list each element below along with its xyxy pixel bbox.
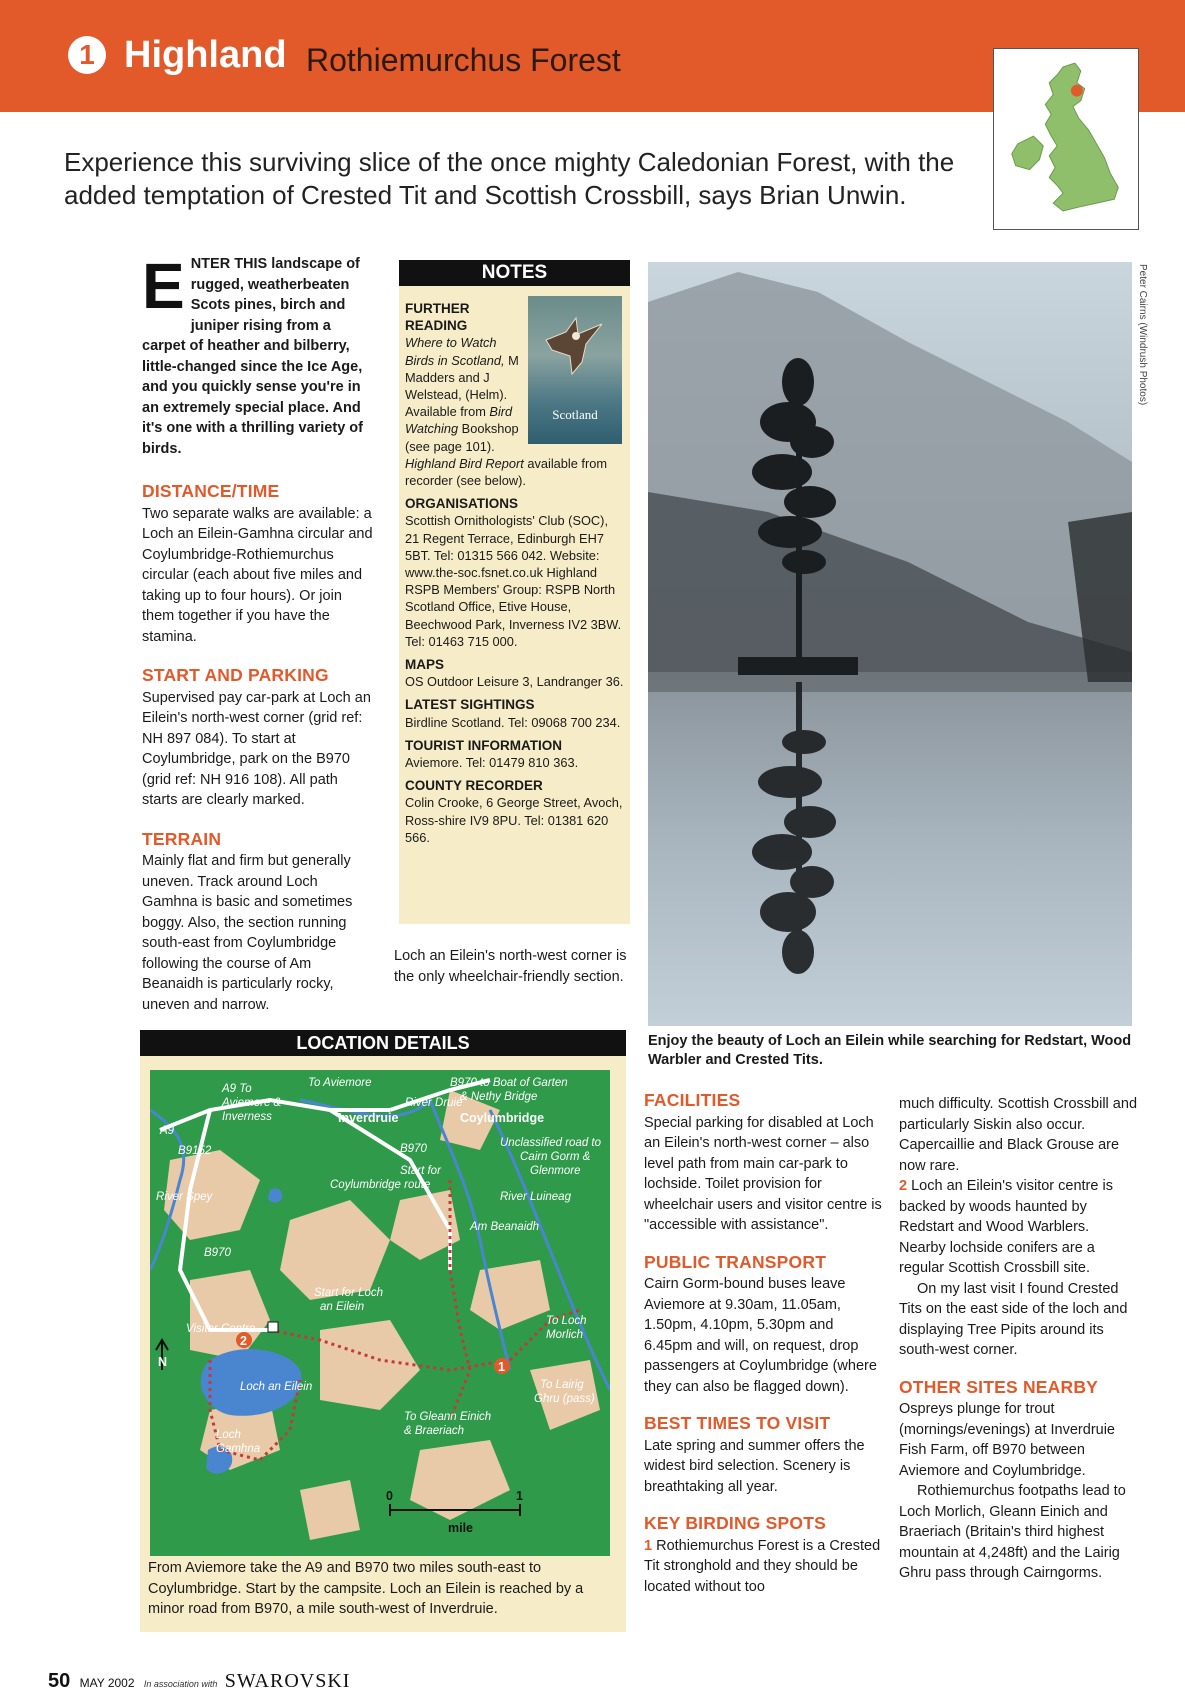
section-body: Late spring and summer offers the widest bird selection. Scenery is breathtaking all year.: [644, 1437, 865, 1495]
spot-marker: 2: [240, 1334, 247, 1348]
map-label: B970 to Boat of Garten: [450, 1077, 568, 1089]
map-label: To Gleann Einich: [404, 1411, 492, 1423]
map-label: Coylumbridge: [460, 1111, 545, 1125]
map-label: B9152: [178, 1145, 212, 1157]
section-heading: BEST TIMES TO VISIT: [644, 1413, 831, 1433]
osprey-icon: [542, 312, 608, 382]
organisations-text: Scottish Ornithologists' Club (SOC), 21 Regent Terrace, Edinburgh EH7 5BT. Tel: 01315 566 042. Website: www.the-soc.fsnet.co.uk Highland RSPB Members' Group: RSPB North Scotland Office, Etive House, Beechwood Park, Inverness IV2 3BW. Tel: 01463 715 000.: [405, 513, 622, 649]
notes-heading: COUNTY RECORDER: [405, 778, 543, 794]
section-heading: START AND PARKING: [142, 665, 329, 685]
photo-credit: Peter Cairns (Windrush Photos): [1137, 264, 1148, 406]
map-label: Cairn Gorm &: [520, 1151, 591, 1163]
map-label: B970: [400, 1143, 427, 1155]
north-arrow: N: [158, 1355, 168, 1369]
section-body: 1 Rothiemurchus Forest is a Crested Tit stronghold and they should be located without too: [644, 1537, 881, 1595]
map-label: Start for Loch: [314, 1287, 384, 1299]
map-label: Visitor Centre: [186, 1323, 256, 1335]
sightings-text: Birdline Scotland. Tel: 09068 700 234.: [405, 714, 621, 730]
page-footer: [48, 1670, 350, 1693]
map-label: Aviemore &: [222, 1097, 282, 1109]
section-body: Ospreys plunge for trout (mornings/evenings) at Inverdruie Fish Farm, off B970 between Aviemore and Coylumbridge.: [899, 1401, 1115, 1479]
map-label: River Druie: [405, 1097, 463, 1109]
map-label: & Braeriach: [404, 1425, 465, 1437]
section-body: Special parking for disabled at Loch an Eilein's north-west corner – also level path from main car-park to lochside. Toilet provision for wheelchair users and visitor centre is "accessible with assistance".: [644, 1114, 882, 1233]
section-heading: TERRAIN: [142, 828, 222, 849]
book-cover-title: Scotland: [552, 407, 598, 422]
map-label: Unclassified road to: [500, 1137, 601, 1149]
map-label: Morlich: [546, 1329, 584, 1341]
map-label: To Loch: [546, 1315, 587, 1327]
section-body: Two separate walks are available: a Loch an Eilein-Gamhna circular and Coylumbridge-Rothiemurchus circular (each about five miles and taking up to four hours). Or join them together if you have the stamina.: [142, 505, 373, 645]
sponsor-brand: SWAROVSKI: [224, 1670, 351, 1692]
section-heading: PUBLIC TRANSPORT: [644, 1251, 827, 1272]
map-scale: mile: [448, 1521, 474, 1535]
notes-heading: MAPS: [405, 657, 445, 673]
notes-heading: LATEST SIGHTINGS: [405, 697, 535, 713]
map-label: Glenmore: [530, 1165, 581, 1177]
notes-heading: FURTHER READING: [405, 301, 470, 334]
section-heading: KEY BIRDING SPOTS: [644, 1513, 826, 1533]
article-number: 1: [68, 36, 106, 74]
notes-title: NOTES: [399, 260, 630, 286]
recorder-text: Colin Crooke, 6 George Street, Avoch, Ross-shire IV9 8PU. Tel: 01381 620 566.: [405, 795, 623, 845]
map-label: Loch: [216, 1429, 241, 1441]
tourist-text: Aviemore. Tel: 01479 810 363.: [405, 755, 579, 771]
book-cover-image: [528, 296, 622, 444]
loch-photo: [648, 262, 1132, 1026]
map-label: A9 To: [222, 1083, 252, 1095]
map-label: Ghru (pass): [534, 1393, 595, 1405]
maps-text: OS Outdoor Leisure 3, Landranger 36.: [405, 674, 624, 690]
spot-marker: 1: [498, 1360, 505, 1374]
uk-outline-icon: [994, 49, 1138, 229]
map-label: Inverdruie: [338, 1111, 399, 1125]
section-body: much difficulty. Scottish Crossbill and particularly Siskin also occur. Capercaillie and Black Grouse are now rare.: [899, 1096, 1138, 1174]
photo-caption: Enjoy the beauty of Loch an Eilein while searching for Redstart, Wood Warbler and Crested Tits.: [648, 1033, 1132, 1068]
map-scale: 1: [516, 1489, 523, 1503]
column-left: [142, 250, 374, 1033]
map-label: an Eilein: [320, 1301, 365, 1313]
page-number: 50: [48, 1670, 71, 1692]
section-body: On my last visit I found Crested Tits on the east side of the loch and displaying Tree Pipits around its south-west corner.: [899, 1280, 1128, 1358]
uk-locator-map: [993, 48, 1139, 230]
map-label: Gamhna: [216, 1443, 261, 1455]
notes-heading: ORGANISATIONS: [405, 496, 519, 512]
section-body: 2 Loch an Eilein's visitor centre is backed by woods haunted by Redstart and Wood Warblers. Nearby lochside conifers are a regular Scottish Crossbill site.: [899, 1178, 1113, 1276]
section-heading: FACILITIES: [644, 1090, 741, 1110]
map-label: Inverness: [222, 1111, 272, 1123]
intro-standfirst: Experience this surviving slice of the once mighty Caledonian Forest, with the added temptation of Crested Tit and Scottish Crossbill, says Brian Unwin.: [64, 147, 955, 210]
notes-box: [399, 260, 630, 924]
map-label: B970: [204, 1247, 231, 1259]
notes-caption: Loch an Eilein's north-west corner is the only wheelchair-friendly section.: [394, 948, 627, 985]
map-label: To Aviemore: [308, 1077, 372, 1089]
section-body: Cairn Gorm-bound buses leave Aviemore at 9.30am, 11.05am, 1.50pm, 4.10pm, 5.30pm and 6.45pm and will, on request, drop passengers at Coylumbridge (where they can also be flagged down).: [644, 1276, 877, 1395]
drop-cap: E: [142, 250, 185, 322]
issue-date: MAY 2002: [79, 1676, 135, 1690]
location-title: LOCATION DETAILS: [140, 1030, 626, 1056]
notes-heading: TOURIST INFORMATION: [405, 737, 562, 753]
map-scale: 0: [386, 1489, 393, 1503]
section-body: Supervised pay car-park at Loch an Eilein's north-west corner (grid ref: NH 897 084). To start at Coylumbridge, park on the B970 (grid ref: NH 916 108). All path starts are clearly marked.: [142, 689, 371, 808]
map-label: Coylumbridge route: [330, 1179, 431, 1191]
map-label: & Nethy Bridge: [460, 1091, 538, 1103]
loch-tree-image: [648, 262, 1132, 1026]
map-label: River Luineag: [500, 1191, 571, 1203]
region-title: Highland: [124, 34, 287, 76]
further-reading-text: Where to Watch Birds in Scotland, M Madders and J Welstead, (Helm). Available from Bird Watching Bookshop (see page 101). Highland Bird Report available from recorder (see below).: [405, 335, 608, 489]
map-label: Loch an Eilein: [240, 1381, 313, 1393]
place-title: Rothiemurchus Forest: [306, 42, 621, 78]
map-label: Start for: [400, 1165, 441, 1177]
map-label: To Lairig: [540, 1379, 584, 1391]
lead-paragraph: [142, 250, 374, 459]
section-body: Rothiemurchus footpaths lead to Loch Morlich, Gleann Einich and Braeriach (Britain's third highest mountain at 4,248ft) and the Lairig Ghru pass through Cairngorms.: [899, 1483, 1126, 1581]
section-heading: DISTANCE/TIME: [142, 481, 280, 501]
section-heading: OTHER SITES NEARBY: [899, 1376, 1099, 1397]
map-label: A9: [160, 1125, 175, 1137]
column-three: [644, 1090, 884, 1597]
location-map: [150, 1070, 610, 1556]
column-four: [899, 1094, 1139, 1584]
sponsor-note: In association with: [143, 1679, 218, 1689]
location-caption: From Aviemore take the A9 and B970 two miles south-east to Coylumbridge. Start by the campsite. Loch an Eilein is reached by a minor road from B970, a mile south-west of Inverdruie.: [148, 1560, 584, 1617]
map-label: River Spey: [156, 1191, 213, 1203]
lead-text: NTER THIS landscape of rugged, weatherbeaten Scots pines, birch and juniper rising from a carpet of heather and bilberry, little-changed since the Ice Age, and you quickly sense you're in an extremely special place. And it's one with a thrilling variety of birds.: [142, 256, 363, 457]
map-label: Am Beanaidh: [470, 1221, 540, 1233]
location-box: [140, 1056, 626, 1632]
section-body: Mainly flat and firm but generally uneven. Track around Loch Gamhna is basic and sometimes boggy. Also, the section running south-east from Coylumbridge following the course of Am Beanaidh is particularly rocky, uneven and narrow.: [142, 853, 353, 1013]
